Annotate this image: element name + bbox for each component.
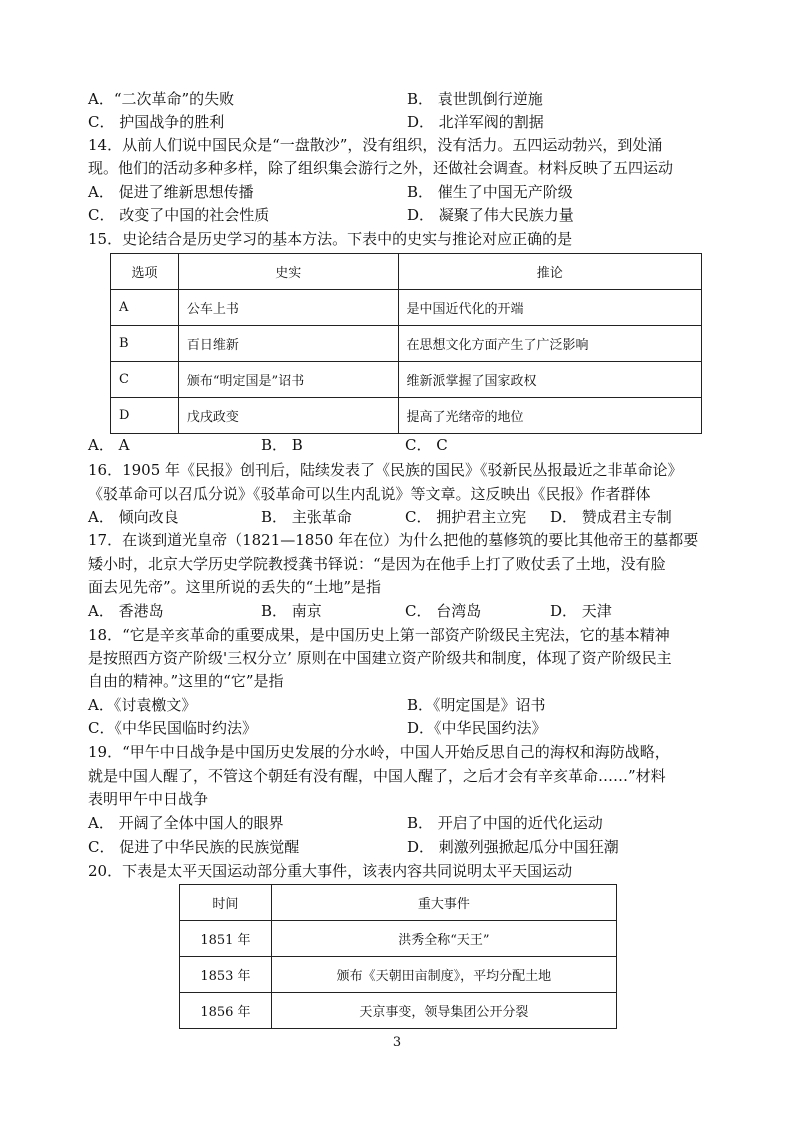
- table-row: [111, 326, 702, 362]
- q18-stem-line1: 18．“它是辛亥革命的重要成果，是中国历史上第一部资产阶级民主宪法，它的基本精神: [88, 626, 670, 644]
- q14-option-d: D． 凝聚了伟大民族力量: [407, 206, 574, 224]
- table-cell: 1856 年: [180, 993, 272, 1029]
- q14-stem-line2: 现。他们的活动多种多样，除了组织集会游行之外，还做社会调查。材料反映了五四运动: [88, 159, 674, 177]
- q14-option-b: B． 催生了中国无产阶级: [407, 183, 573, 201]
- q16-option-c: C． 拥护君主立宪: [405, 508, 527, 526]
- table-cell: 颁布“明定国是”诏书: [178, 362, 398, 398]
- q19-option-d: D． 刺激列强掀起瓜分中国狂潮: [407, 838, 619, 856]
- q17-option-a: A． 香港岛: [88, 602, 164, 620]
- q19-option-b: B． 开启了中国的近代化运动: [407, 814, 603, 832]
- table-row: [180, 957, 617, 993]
- table-cell: 洪秀全称“天王”: [271, 921, 616, 957]
- prev-option-a: A．“二次革命”的失败: [88, 90, 235, 108]
- table-cell: 提高了光绪帝的地位: [398, 398, 701, 434]
- q17-stem-line3: 面去见先帝”。这里所说的丢失的“土地”是指: [88, 578, 382, 596]
- table-cell: C: [111, 362, 179, 398]
- table-cell: 颁布《天朝田亩制度》，平均分配土地: [271, 957, 616, 993]
- q17-option-b: B． 南京: [261, 602, 322, 620]
- q15-table-header: [111, 254, 702, 290]
- q19-stem-line2: 就是中国人醒了，不管这个朝廷有没有醒，中国人醒了，之后才会有辛亥革命……”材料: [88, 767, 666, 785]
- q20-header-event: 重大事件: [271, 885, 616, 921]
- q17-stem-line1: 17．在谈到道光皇帝（1821—1850 年在位）为什么把他的墓修筑的要比其他帝王的墓都要: [88, 531, 699, 549]
- table-row: [180, 993, 617, 1029]
- q20-table: [179, 884, 617, 1029]
- q18-stem-line2: 是按照西方资产阶级'三权分立’ 原则在中国建立资产阶级共和制度，体现了资产阶级民主: [88, 649, 672, 667]
- q19-option-a: A． 开阔了全体中国人的眼界: [88, 814, 284, 832]
- q16-stem-line2: 《驳革命可以召瓜分说》《驳革命可以生内乱说》等文章。这反映出《民报》作者群体: [88, 485, 651, 503]
- table-cell: 1853 年: [180, 957, 272, 993]
- table-cell: 百日维新: [178, 326, 398, 362]
- q16-stem-line1: 16．1905 年《民报》创刊后，陆续发表了《民族的国民》《驳新民丛报最近之非革命论》: [88, 461, 683, 479]
- table-cell: D: [111, 398, 179, 434]
- q15-option-b: B． B: [261, 436, 303, 454]
- q20-header-time: 时间: [180, 885, 272, 921]
- q17-option-c: C． 台湾岛: [405, 602, 482, 620]
- q18-stem-line3: 自由的精神。”这里的“它”是指: [88, 672, 284, 690]
- table-row: [111, 398, 702, 434]
- q15-option-c: C． C: [405, 436, 448, 454]
- table-row: [111, 290, 702, 326]
- q16-option-d: D． 赞成君主专制: [550, 508, 672, 526]
- q14-stem-line1: 14．从前人们说中国民众是“一盘散沙”，没有组织，没有活力。五四运动勃兴，到处涌: [88, 136, 663, 154]
- table-cell: 维新派掌握了国家政权: [398, 362, 701, 398]
- q19-stem-line3: 表明甲午中日战争: [88, 790, 209, 808]
- table-cell: 是中国近代化的开端: [398, 290, 701, 326]
- q17-stem-line2: 矮小时，北京大学历史学院教授龚书铎说：“是因为在他手上打了败仗丢了土地，没有脸: [88, 555, 666, 573]
- table-cell: B: [111, 326, 179, 362]
- q15-table: [110, 253, 702, 434]
- q20-stem: 20．下表是太平天国运动部分重大事件，该表内容共同说明太平天国运动: [88, 862, 573, 880]
- q19-option-c: C． 促进了中华民族的民族觉醒: [88, 838, 300, 856]
- q14-option-c: C． 改变了中国的社会性质: [88, 206, 270, 224]
- table-cell: 天京事变，领导集团公开分裂: [271, 993, 616, 1029]
- q15-header-inference: 推论: [398, 254, 701, 290]
- table-cell: 1851 年: [180, 921, 272, 957]
- table-cell: A: [111, 290, 179, 326]
- prev-option-d: D． 北洋军阀的割据: [407, 113, 544, 131]
- q19-stem-line1: 19．“甲午中日战争是中国历史发展的分水岭，中国人开始反思自己的海权和海防战略，: [88, 743, 670, 761]
- q18-option-b: B．《明定国是》诏书: [407, 696, 546, 714]
- q14-option-a: A． 促进了维新思想传播: [88, 183, 254, 201]
- q16-option-b: B． 主张革命: [261, 508, 352, 526]
- q15-option-a: A． A: [88, 436, 130, 454]
- q15-header-option: 选项: [111, 254, 179, 290]
- q18-option-d: D．《中华民国约法》: [407, 719, 547, 737]
- q18-option-a: A．《讨袁檄文》: [88, 696, 197, 714]
- table-cell: 戊戌政变: [178, 398, 398, 434]
- prev-option-c: C． 护国战争的胜利: [88, 113, 225, 131]
- table-row: [180, 921, 617, 957]
- prev-option-b: B． 袁世凯倒行逆施: [407, 90, 543, 108]
- q20-table-header: [180, 885, 617, 921]
- table-cell: 在思想文化方面产生了广泛影响: [398, 326, 701, 362]
- q17-option-d: D． 天津: [550, 602, 612, 620]
- page-number: 3: [392, 1035, 402, 1050]
- q18-option-c: C．《中华民国临时约法》: [88, 719, 257, 737]
- q16-option-a: A． 倾向改良: [88, 508, 179, 526]
- table-cell: 公车上书: [178, 290, 398, 326]
- q15-stem: 15．史论结合是历史学习的基本方法。下表中的史实与推论对应正确的是: [88, 230, 573, 248]
- table-row: [111, 362, 702, 398]
- q15-header-fact: 史实: [178, 254, 398, 290]
